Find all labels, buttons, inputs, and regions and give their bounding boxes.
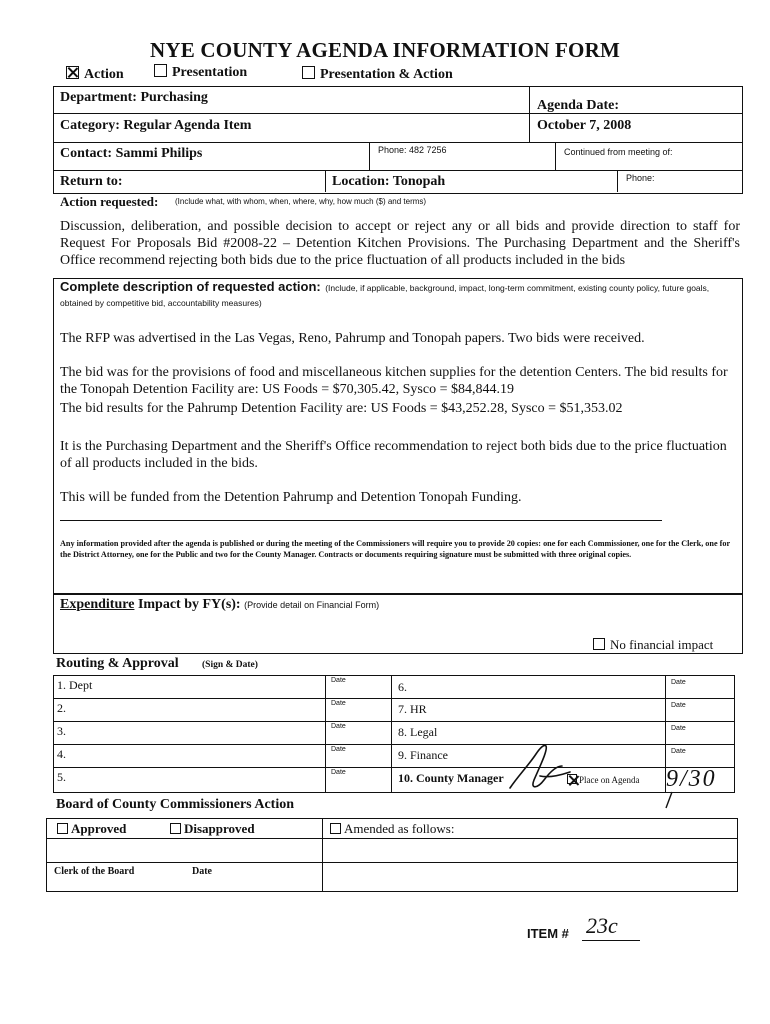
disapproved-option[interactable] bbox=[170, 821, 255, 837]
action-requested-hint: (Include what, with whom, when, where, why, how much ($) and terms) bbox=[175, 197, 427, 206]
disapproved-label: Disapproved bbox=[184, 821, 255, 836]
copies-note: Any information provided after the agenda is published or during the meeting of the Commissioners will require you to provide 20 copies: one for each Commissioner, one for the Clerk, one for the District Attorney, one for the Public and two for the County Manager. Contracts or documents requiring signature must be submitted with three original copies. bbox=[60, 539, 730, 559]
return-to-field: Return to: bbox=[60, 174, 123, 189]
description-hint: (Include, if applicable, background, impact, long-term commitment, existing county policy, future goals, obtained by competitive bid, accountability measures) bbox=[60, 283, 710, 308]
description-header bbox=[60, 280, 738, 310]
description-p2a: The bid was for the provisions of food and miscellaneous kitchen supplies for the detention Centers. The bid results for the Tonopah Detention Facility are: US Foods = $70,305.42, Sysco = $84,844.19 bbox=[60, 365, 728, 397]
type-presentation-action-label: Presentation & Action bbox=[320, 67, 453, 82]
routing-date-2: Date bbox=[331, 700, 346, 707]
action-requested-label: Action requested: bbox=[60, 194, 159, 209]
clerk-date-label: Date bbox=[192, 866, 212, 877]
routing-date-1: Date bbox=[331, 677, 346, 684]
description-p3: It is the Purchasing Department and the Sheriff's Office recommendation to reject both bids due to the price fluctuation of all products included in the bids. bbox=[60, 439, 727, 471]
continued-from-field: Continued from meeting of: bbox=[564, 147, 673, 157]
clerk-of-board-label: Clerk of the Board bbox=[54, 866, 135, 877]
amended-option[interactable] bbox=[330, 821, 454, 837]
routing-date-8: Date bbox=[671, 725, 686, 732]
agenda-date-label: Agenda Date: bbox=[537, 98, 620, 113]
board-action-label: Board of County Commissioners Action bbox=[56, 797, 295, 812]
approved-option[interactable] bbox=[57, 821, 126, 837]
item-number-handwritten: 23c bbox=[586, 913, 618, 938]
department-field: Department: Purchasing bbox=[60, 90, 208, 105]
description-p4: This will be funded from the Detention Pahrump and Detention Tonopah Funding. bbox=[60, 490, 522, 505]
checkbox-icon[interactable] bbox=[593, 638, 605, 650]
routing-date-3: Date bbox=[331, 723, 346, 730]
type-action-label: Action bbox=[84, 67, 124, 82]
form-title: NYE COUNTY AGENDA INFORMATION FORM bbox=[150, 38, 620, 62]
approved-label: Approved bbox=[71, 821, 127, 836]
place-on-agenda-label: Place on Agenda bbox=[579, 775, 640, 785]
checkbox-icon[interactable] bbox=[57, 823, 68, 834]
checkbox-checked-icon[interactable] bbox=[66, 66, 79, 79]
description-p2b: The bid results for the Pahrump Detention Facility are: US Foods = $43,252.28, Sysco = $51,353.02 bbox=[60, 401, 623, 416]
routing-hint: (Sign & Date) bbox=[202, 660, 258, 670]
county-manager-date-handwritten: 9/30 bbox=[666, 766, 717, 792]
expenditure-header bbox=[60, 597, 379, 613]
no-financial-impact-label: No financial impact bbox=[610, 637, 714, 652]
routing-row-1-left: 1. Dept bbox=[57, 678, 93, 692]
routing-date-5: Date bbox=[331, 769, 346, 776]
routing-row-8-right: 8. Legal bbox=[398, 725, 438, 739]
checkbox-icon[interactable] bbox=[302, 66, 315, 79]
checkbox-icon[interactable] bbox=[330, 823, 341, 834]
routing-date-6: Date bbox=[671, 679, 686, 686]
routing-row-4-left: 4. bbox=[57, 747, 66, 761]
phone2-field: Phone: bbox=[626, 173, 655, 183]
type-presentation-label: Presentation bbox=[172, 65, 248, 80]
type-presentation[interactable] bbox=[154, 63, 247, 81]
expenditure-label: Expenditure bbox=[60, 597, 135, 612]
description-p1: The RFP was advertised in the Las Vegas, Reno, Pahrump and Tonopah papers. Two bids were received. bbox=[60, 331, 645, 346]
type-presentation-action[interactable] bbox=[302, 65, 453, 83]
checkbox-icon[interactable] bbox=[170, 823, 181, 834]
no-financial-impact[interactable] bbox=[593, 637, 713, 653]
routing-row-3-left: 3. bbox=[57, 724, 66, 738]
routing-date-4: Date bbox=[331, 746, 346, 753]
checkbox-icon[interactable] bbox=[154, 64, 167, 77]
routing-row-6-right: 6. bbox=[398, 680, 407, 694]
amended-label: Amended as follows: bbox=[344, 821, 455, 836]
routing-date-9: Date bbox=[671, 748, 686, 755]
routing-row-2-left: 2. bbox=[57, 701, 66, 715]
item-number-underline bbox=[582, 940, 640, 941]
date-pen-stroke bbox=[658, 790, 678, 810]
expenditure-hint: (Provide detail on Financial Form) bbox=[244, 600, 380, 610]
routing-row-7-right: 7. HR bbox=[398, 702, 427, 716]
action-requested-text: Discussion, deliberation, and possible decision to accept or reject any or all bids and provide direction to staff for Request For Proposals Bid #2008-22 – Detention Kitchen Provisions. The Purchasing Department and the Sheriff's Office recommend rejecting both bids due to the price fluctuation of all products included in the bids bbox=[60, 219, 740, 268]
routing-row-10-right: 10. County Manager bbox=[398, 771, 504, 785]
phone-field: Phone: 482 7256 bbox=[378, 145, 447, 155]
contact-field: Contact: Sammi Philips bbox=[60, 146, 203, 161]
location-field: Location: Tonopah bbox=[332, 174, 446, 189]
routing-label: Routing & Approval bbox=[56, 656, 179, 671]
agenda-date-value: October 7, 2008 bbox=[537, 118, 632, 133]
county-manager-signature bbox=[500, 736, 590, 798]
item-number-label: ITEM # bbox=[527, 926, 569, 941]
expenditure-label-2: Impact by FY(s): bbox=[134, 597, 241, 612]
routing-row-9-right: 9. Finance bbox=[398, 748, 448, 762]
routing-row-5-left: 5. bbox=[57, 770, 66, 784]
type-action[interactable] bbox=[66, 65, 124, 83]
category-field: Category: Regular Agenda Item bbox=[60, 118, 252, 133]
routing-date-7: Date bbox=[671, 702, 686, 709]
description-label: Complete description of requested action: bbox=[60, 279, 321, 294]
